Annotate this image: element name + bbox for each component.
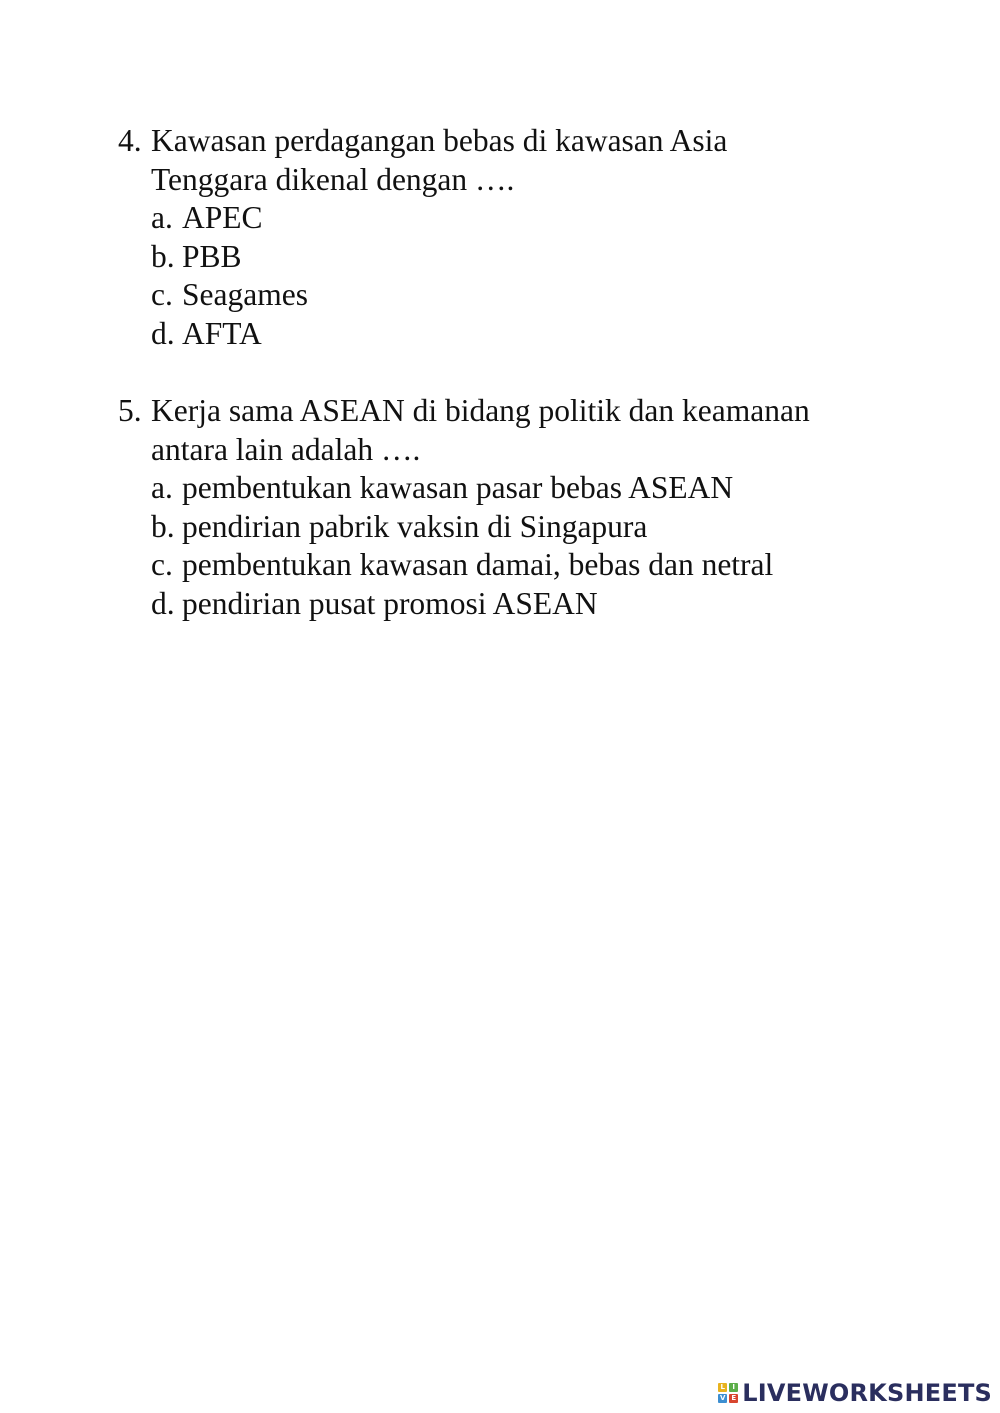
liveworksheets-logo-icon — [718, 1383, 738, 1403]
option-d[interactable] — [151, 315, 918, 354]
option-d[interactable] — [151, 585, 918, 624]
option-text: pendirian pusat promosi ASEAN — [182, 585, 598, 621]
option-text: pembentukan kawasan damai, bebas dan netral — [182, 547, 774, 582]
question-stem-line-2: Tenggara dikenal dengan …. — [151, 161, 515, 197]
option-letter: b. — [151, 238, 175, 274]
option-letter: c. — [151, 277, 173, 312]
option-list — [151, 199, 918, 353]
option-a[interactable] — [151, 469, 918, 508]
question-stem-line-1: Kawasan perdagangan bebas di kawasan Asia — [151, 123, 728, 158]
option-text: AFTA — [182, 315, 262, 351]
question-4 — [118, 122, 918, 353]
option-text: APEC — [182, 200, 263, 235]
question-number: 5. — [118, 393, 142, 428]
option-c[interactable] — [151, 276, 918, 315]
question-stem — [151, 122, 918, 199]
option-list — [151, 469, 918, 623]
option-letter: b. — [151, 508, 175, 544]
option-b[interactable] — [151, 508, 918, 547]
question-stem — [151, 392, 918, 469]
watermark-text: LIVEWORKSHEETS — [742, 1379, 992, 1407]
logo-square-v: V — [720, 1394, 726, 1402]
option-letter: d. — [151, 585, 175, 621]
option-text: PBB — [182, 238, 242, 274]
liveworksheets-watermark — [718, 1376, 992, 1410]
question-stem-line-1: Kerja sama ASEAN di bidang politik dan keamanan — [151, 393, 810, 428]
question-5 — [118, 392, 918, 623]
option-text: pendirian pabrik vaksin di Singapura — [182, 508, 648, 544]
option-c[interactable] — [151, 546, 918, 585]
question-stem-line-2: antara lain adalah …. — [151, 431, 421, 467]
logo-square-l: L — [718, 1383, 727, 1392]
logo-square-e: E — [729, 1394, 738, 1403]
option-a[interactable] — [151, 199, 918, 238]
option-letter: c. — [151, 547, 173, 582]
question-number: 4. — [118, 123, 142, 158]
option-text: Seagames — [182, 277, 308, 312]
option-b[interactable] — [151, 238, 918, 277]
logo-square-i: I — [729, 1383, 738, 1392]
option-letter: d. — [151, 315, 175, 351]
option-letter: a. — [151, 200, 173, 235]
option-letter: a. — [151, 470, 173, 505]
option-text: pembentukan kawasan pasar bebas ASEAN — [182, 470, 734, 505]
